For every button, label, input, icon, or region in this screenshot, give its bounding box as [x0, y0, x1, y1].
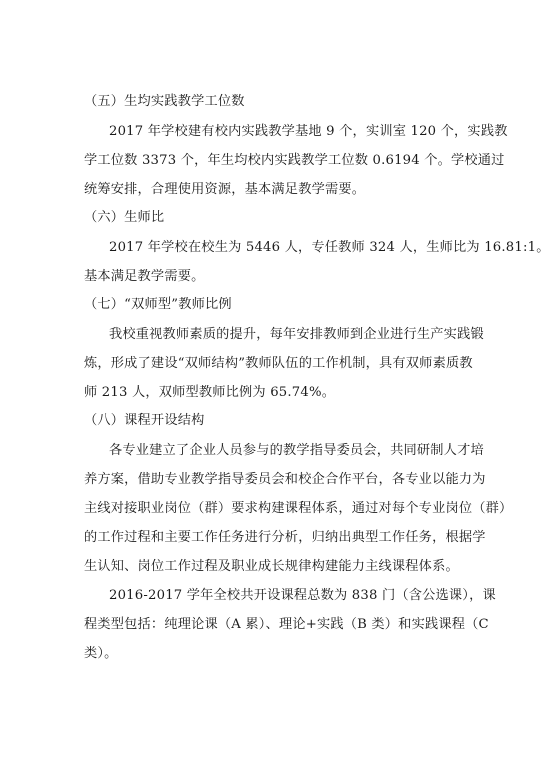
paragraph-line: 师 213 人，双师型教师比例为 65.74%。 [84, 385, 336, 400]
paragraph-line: 程类型包括：纯理论课（A 累）、理论+实践（B 类）和实践课程（C [84, 617, 489, 632]
paragraph-line: 主线对接职业岗位（群）要求构建课程体系，通过对每个专业岗位（群） [84, 501, 513, 516]
paragraph-line: 基本满足教学需要。 [84, 269, 205, 284]
paragraph-line: 类）。 [84, 646, 118, 661]
paragraph-line: 炼，形成了建设“双师结构”教师队伍的工作机制，具有双师素质教 [84, 356, 473, 371]
section-heading: （六）生师比 [84, 210, 165, 225]
paragraph-line: 养方案，借助专业教学指导委员会和校企合作平台，各专业以能力为 [84, 472, 486, 487]
paragraph-line: 我校重视教师素质的提升，每年安排教师到企业进行生产实践锻 [109, 327, 484, 342]
paragraph-line: 2016-2017 学年全校共开设课程总数为 838 门（含公选课），课 [109, 588, 496, 603]
paragraph-line: 2017 年学校建有校内实践教学基地 9 个，实训室 120 个，实践教 [109, 124, 508, 139]
paragraph-line: 各专业建立了企业人员参与的教学指导委员会，共同研制人才培 [109, 443, 484, 458]
section-heading: （八）课程开设结构 [84, 413, 205, 428]
paragraph-line: 统筹安排，合理使用资源，基本满足教学需要。 [84, 182, 366, 197]
paragraph-line: 学工位数 3373 个，年生均校内实践教学工位数 0.6194 个。学校通过 [84, 153, 505, 168]
paragraph-line: 生认知、岗位工作过程及职业成长规律构建能力主线课程体系。 [84, 559, 459, 574]
paragraph-line: 2017 年学校在校生为 5446 人，专任教师 324 人，生师比为 16.81:1。 [109, 240, 550, 255]
paragraph-line: 的工作过程和主要工作任务进行分析，归纳出典型工作任务，根据学 [84, 530, 486, 545]
section-heading: （七）“双师型”教师比例 [84, 297, 232, 312]
section-heading: （五）生均实践教学工位数 [84, 94, 245, 109]
